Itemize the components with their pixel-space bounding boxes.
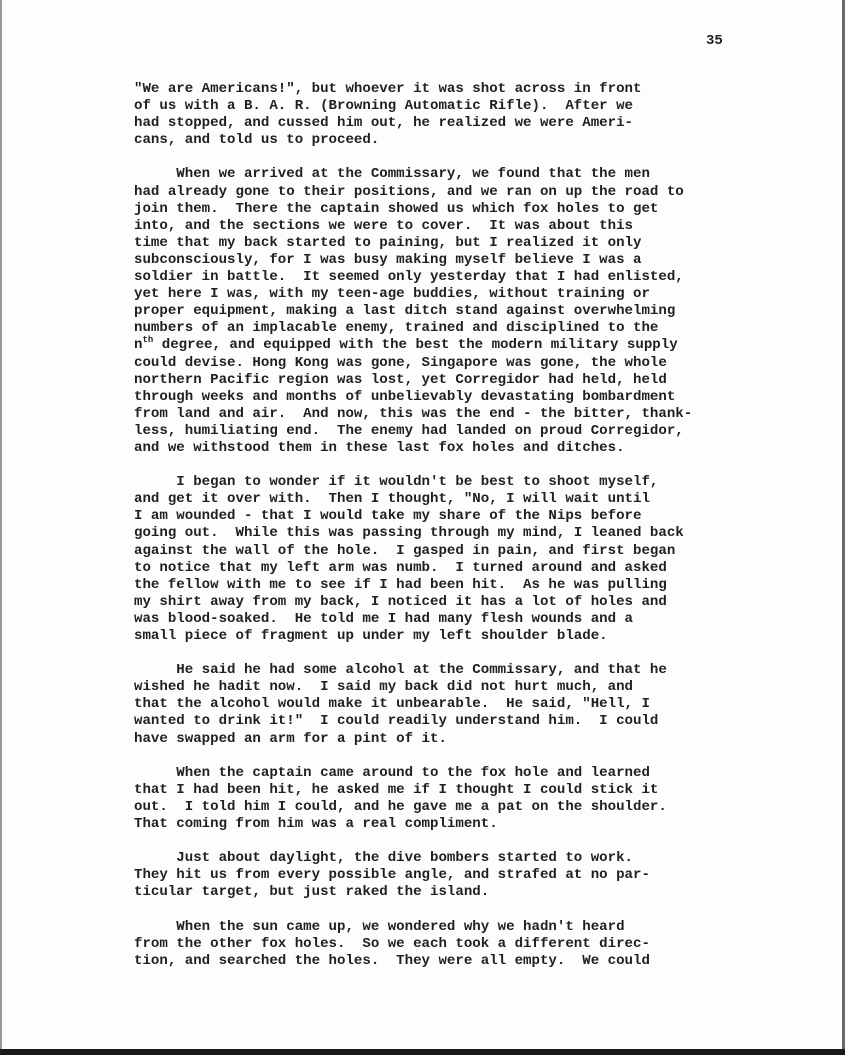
scan-edge-left [0,0,2,1055]
nth-base: n [134,337,143,354]
text-line: was blood-soaked. He told me I had many flesh wounds and a [134,610,633,627]
text-line: small piece of fragment up under my left shoulder blade. [134,628,608,644]
paragraph [134,850,814,901]
text-line: That coming from him was a real compliment. [134,816,498,833]
text-line: the fellow with me to see if I had been hit. As he was pulling [134,576,667,593]
text-line: had already gone to their positions, and we ran on up the road to [134,183,684,200]
text-line: going out. While this was passing through my mind, I leaned back [134,525,684,542]
text-line: Just about daylight, the dive bombers started to work. [134,850,633,867]
text-line: When the captain came around to the fox hole and learned [134,764,650,781]
body-text [134,81,814,987]
text-line: When we arrived at the Commissary, we found that the men [134,166,650,183]
text-line: He said he had some alcohol at the Commissary, and that he [134,662,667,679]
text-line: When the sun came up, we wondered why we hadn't heard [134,918,625,935]
paragraph [134,474,814,645]
paragraph [134,919,814,970]
text-line: could devise. Hong Kong was gone, Singapore was gone, the whole [134,354,667,371]
text-line-nth [134,337,814,354]
paragraph [134,166,814,457]
text-line: and get it over with. Then I thought, "No, I will wait until [134,491,650,508]
text-line: against the wall of the hole. I gasped in pain, and first began [134,542,676,559]
text-line: "We are Americans!", but whoever it was shot across in front [134,81,642,97]
text-line: yet here I was, with my teen-age buddies, without training or [134,286,650,303]
text-line: that I had been hit, he asked me if I thought I could stick it [134,781,659,798]
paragraph [134,765,814,833]
text-line: that the alcohol would make it unbearable. He said, "Hell, I [134,696,650,713]
text-line: to notice that my left arm was numb. I turned around and asked [134,559,667,576]
nth-rest: degree, and equipped with the best the modern military supply [153,337,678,354]
text-line: had stopped, and cussed him out, he realized we were Ameri- [134,115,633,132]
text-line: out. I told him I could, and he gave me a pat on the shoulder. [134,798,667,815]
text-line: northern Pacific region was lost, yet Corregidor had held, held [134,371,667,388]
text-line: time that my back started to paining, but I realized it only [134,234,642,251]
text-line: proper equipment, making a last ditch stand against overwhelming [134,303,676,320]
text-line: through weeks and months of unbelievably devastating bombardment [134,388,676,405]
text-line: I am wounded - that I would take my share of the Nips before [134,508,642,525]
text-line: numbers of an implacable enemy, trained and disciplined to the [134,320,659,337]
text-line: cans, and told us to proceed. [134,132,380,149]
text-line: soldier in battle. It seemed only yesterday that I had enlisted, [134,269,684,286]
text-line: tion, and searched the holes. They were all empty. We could [134,952,650,969]
text-line: of us with a B. A. R. (Browning Automatic Rifle). After we [134,98,633,115]
text-line: They hit us from every possible angle, and strafed at no par- [134,867,650,884]
page-number: 35 [706,33,723,49]
paragraph [134,662,814,747]
text-line: subconsciously, for I was busy making myself believe I was a [134,251,642,268]
text-line: wished he hadit now. I said my back did not hurt much, and [134,679,633,696]
text-line: and we withstood them in these last fox holes and ditches. [134,439,625,456]
text-line: less, humiliating end. The enemy had landed on proud Corregidor, [134,422,684,439]
nth-superscript: th [142,335,154,346]
text-line: from the other fox holes. So we each took a different direc- [134,935,650,952]
text-line: join them. There the captain showed us which fox holes to get [134,200,659,217]
text-line: have swapped an arm for a pint of it. [134,730,447,747]
text-line: ticular target, but just raked the island. [134,884,490,901]
text-line: my shirt away from my back, I noticed it has a lot of holes and [134,593,667,610]
text-line: from land and air. And now, this was the end - the bitter, thank- [134,405,693,422]
text-line: wanted to drink it!" I could readily understand him. I could [134,713,659,730]
scan-edge-bottom [0,1049,845,1055]
text-line: into, and the sections we were to cover. It was about this [134,217,633,234]
paragraph [134,81,814,149]
text-line: I began to wonder if it wouldn't be best to shoot myself, [134,474,659,491]
